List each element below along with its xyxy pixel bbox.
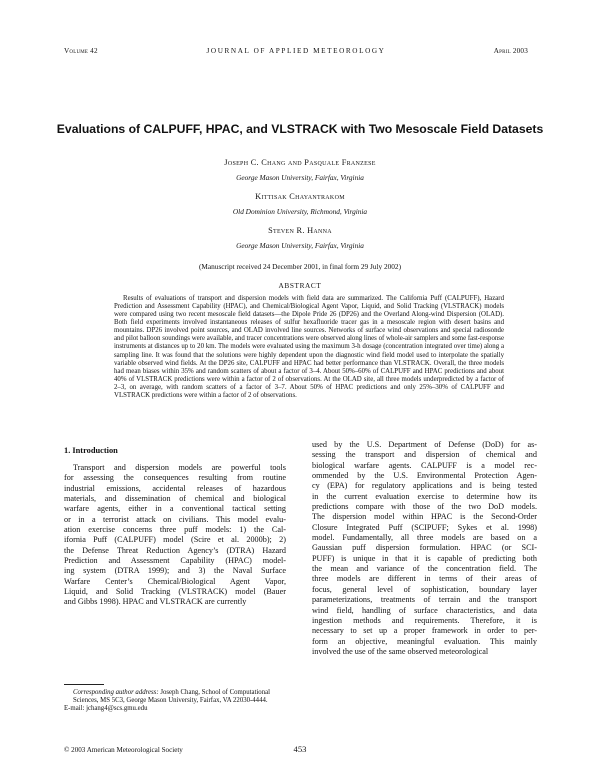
paper-title: Evaluations of CALPUFF, HPAC, and VLSTRACK with Two Mesoscale Field Datasets <box>56 122 544 136</box>
text-line: Gaussian puff dispersion formulation. HPAC (or SCI- <box>312 543 537 553</box>
text-line: Warfare Center’s Chemical/Biological Agent Vapor, <box>64 576 286 586</box>
text-line: and Gibbs 1998). HPAC and VLSTRACK are currently <box>64 597 247 607</box>
text-line: wind field, handling of surface characteristics, and data <box>312 605 537 615</box>
issue-date: April 2003 <box>493 47 528 55</box>
text-line: the Defense Threat Reduction Agency’s (DTRA) Hazard <box>64 545 286 555</box>
text-line: parameterizations, treatments of terrain and the transport <box>312 595 537 605</box>
text-line: used by the U.S. Department of Defense (DoD) for as- <box>312 440 537 449</box>
text-line: focus, general level of sophistication, boundary layer <box>312 584 537 594</box>
journal-name: JOURNAL OF APPLIED METEOROLOGY <box>206 47 386 55</box>
copyright-notice: © 2003 American Meteorological Society <box>64 746 183 754</box>
author-group-2: Kittisak Chayantrakom <box>255 192 345 201</box>
left-column <box>64 463 286 608</box>
footnote-address: Joseph Chang, School of Computational Sciences, MS 5C3, George Mason University, Fairfax, VA 22030-4444. <box>73 689 270 705</box>
text-line: industrial emissions, accidental releases of hazardous <box>64 483 286 493</box>
text-line: the mean and variance of the concentration field. The <box>312 564 537 574</box>
text-line: ingestion methods and requirements. Therefore, it is <box>312 615 537 625</box>
text-line: form an objective, meaningful evaluation. This mainly <box>312 636 537 646</box>
text-line: cy (EPA) for regulatory applications and is being tested <box>312 481 537 491</box>
manuscript-received: (Manuscript received 24 December 2001, in final form 29 July 2002) <box>198 262 402 271</box>
text-line: materials, and dissemination of chemical and biological <box>64 494 286 504</box>
affiliation-3: George Mason University, Fairfax, Virginia <box>236 241 364 250</box>
text-line: or in a terrorist attack on civilians. This model evalu- <box>64 514 286 524</box>
footnote-email: E-mail: jchang4@scs.gmu.edu <box>64 705 148 713</box>
affiliation-2: Old Dominion University, Richmond, Virginia <box>232 207 368 216</box>
text-line: three models are different in terms of their areas of <box>312 574 537 584</box>
affiliation-1: George Mason University, Fairfax, Virginia <box>236 173 364 182</box>
text-line: predictions compare with those of the two DoD models. <box>312 502 537 512</box>
author-group-1: Joseph C. Chang and Pasquale Franzese <box>224 158 376 167</box>
text-line: Closure Integrated Puff (SCIPUFF; Sykes et al. 1998) <box>312 522 537 532</box>
abstract-heading: ABSTRACT <box>278 281 322 290</box>
text-line: Prediction and Assessment Capability (HPAC) model- <box>64 556 286 566</box>
text-line: in the current evaluation exercise to determine how its <box>312 491 537 501</box>
running-header <box>64 47 528 59</box>
page-number: 453 <box>293 744 307 754</box>
text-line: for assessing the consequences resulting from routine <box>64 473 286 483</box>
abstract-text: Results of evaluations of transport and dispersion models with field data are summarized. The California Puff (CALPUFF), Hazard Prediction and Assessment Capability (HPAC), and Chemical/Biological Agent Vapor, Liquid, and Solid Tracking (VLSTRACK) models were compared using two recent mesoscale field datasets—the Dipole Pride 26 (DP26) and the Overland Along-wind Dispersion (OLAD). Both field experiments involved instantaneous releases of sulfur hexafluoride tracer gas in a mesoscale region with desert basins and mountains. DP26 involved point sources, and OLAD involved line sources. Networks of surface wind observations and special radiosonde and pilot balloon soundings were available, and tracer concentrations were observed along lines of whole-air samplers and some fast-response instruments at distances up to 20 km. The models were evaluated using the maximum 3-h dosage (concentration integrated over time) along a sampling line. It was found that the solutions were highly dependent upon the diagnostic wind field model used to interpolate the spatially variable observed wind fields. At the DP26 site, CALPUFF and HPAC had better performance than VLSTRACK. Overall, the three models had mean biases within 35% and random scatters of about a factor of 3–4. About 50%–60% of CALPUFF and HPAC predictions and about 40% of VLSTRACK predictions were within a factor of 2 of observations. At the OLAD site, all three models underpredicted by a factor of 2–3, on average, with random scatters of a factor of 3–7. About 50% of HPAC predictions and only 25%–30% of CALPUFF and VLSTRACK predictions were within a factor of 2 of observations. <box>114 295 504 399</box>
right-column <box>312 440 537 657</box>
text-line: Transport and dispersion models are powerful tools <box>73 463 286 472</box>
text-line: warfare agents, either in a conventional tactical setting <box>64 504 286 514</box>
text-line: The dispersion model within HPAC is the Second-Order <box>312 512 537 522</box>
text-line: ation exercise concerns three puff models: 1) the Cal- <box>64 525 286 535</box>
text-line: model. Fundamentally, all three models are based on a <box>312 533 537 543</box>
text-line: biological warfare agents. CALPUFF is a model rec- <box>312 460 537 470</box>
text-line: ifornia Puff (CALPUFF) model (Scire et al. 2000b); 2) <box>64 535 286 545</box>
text-line: ing system (DTRA 1999); and 3) the Naval Surface <box>64 566 286 576</box>
volume-label: Volume 42 <box>64 47 98 55</box>
text-line: Liquid, and Solid Tracking (VLSTRACK) model (Bauer <box>64 587 286 597</box>
author-group-3: Steven R. Hanna <box>268 226 332 235</box>
text-line: sessing the transport and dispersion of chemical and <box>312 450 537 460</box>
text-line: ommended by the U.S. Environmental Protection Agen- <box>312 471 537 481</box>
footnote-label: Corresponding author address: <box>73 689 159 696</box>
section-heading: 1. Introduction <box>64 446 118 455</box>
footnote-rule <box>64 684 104 685</box>
footnote <box>64 689 288 713</box>
text-line: necessary to set up a proper framework in order to per- <box>312 626 537 636</box>
text-line: involved the use of the same observed meteorological <box>312 646 489 656</box>
text-line: PUFF) is unique in that it is capable of predicting both <box>312 553 537 563</box>
